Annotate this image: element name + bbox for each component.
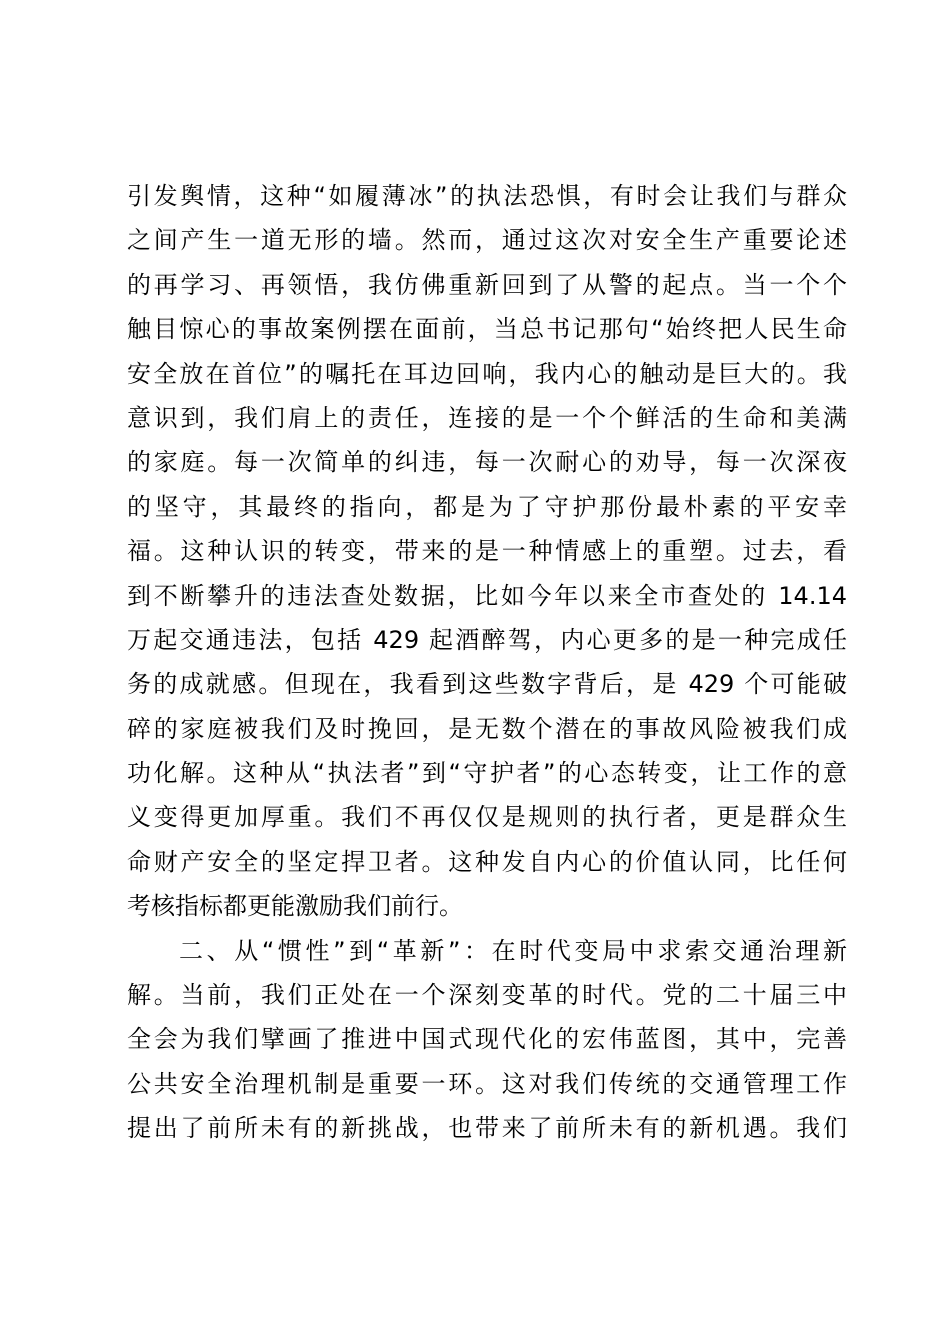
text-line-9: 福。这种认识的转变，带来的是一种情感上的重塑。过去，看 xyxy=(127,537,847,566)
text-line-16: 命财产安全的坚定捍卫者。这种发自内心的价值认同，比任何 xyxy=(127,847,847,876)
text-line-6: 意识到，我们肩上的责任，连接的是一个个鲜活的生命和美满 xyxy=(127,403,847,432)
text-line-20: 全会为我们擘画了推进中国式现代化的宏伟蓝图，其中，完善 xyxy=(127,1025,847,1054)
text-line-5: 安全放在首位”的嘱托在耳边回响，我内心的触动是巨大的。我 xyxy=(127,359,847,388)
text-line-2: 之间产生一道无形的墙。然而，通过这次对安全生产重要论述 xyxy=(127,226,847,255)
text-line-10: 到不断攀升的违法查处数据，比如今年以来全市查处的 14.14 xyxy=(127,581,847,610)
text-line-3: 的再学习、再领悟，我仿佛重新回到了从警的起点。当一个个 xyxy=(127,270,847,299)
text-line-19: 解。当前，我们正处在一个深刻变革的时代。党的二十届三中 xyxy=(127,981,847,1010)
text-line-17: 考核指标都更能激励我们前行。 xyxy=(127,892,463,921)
text-line-11: 万起交通违法，包括 429 起酒醉驾，内心更多的是一种完成任 xyxy=(127,625,847,654)
body-text xyxy=(127,174,847,1151)
text-line-7: 的家庭。每一次简单的纠违，每一次耐心的劝导，每一次深夜 xyxy=(127,448,847,477)
section-heading-2: 二、从“惯性”到“革新”：在时代变局中求索交通治理新 xyxy=(179,936,847,965)
text-line-12: 务的成就感。但现在，我看到这些数字背后，是 429 个可能破 xyxy=(127,670,847,699)
text-line-21: 公共安全治理机制是重要一环。这对我们传统的交通管理工作 xyxy=(127,1069,847,1098)
text-line-15: 义变得更加厚重。我们不再仅仅是规则的执行者，更是群众生 xyxy=(127,803,847,832)
text-line-14: 功化解。这种从“执法者”到“守护者”的心态转变，让工作的意 xyxy=(127,759,847,788)
text-line-8: 的坚守，其最终的指向，都是为了守护那份最朴素的平安幸 xyxy=(127,492,847,521)
text-line-1: 引发舆情，这种“如履薄冰”的执法恐惧，有时会让我们与群众 xyxy=(127,182,847,210)
text-line-22: 提出了前所未有的新挑战，也带来了前所未有的新机遇。我们 xyxy=(127,1114,847,1143)
text-line-13: 碎的家庭被我们及时挽回，是无数个潜在的事故风险被我们成 xyxy=(127,714,847,743)
text-line-4: 触目惊心的事故案例摆在面前，当总书记那句“始终把人民生命 xyxy=(127,315,847,344)
